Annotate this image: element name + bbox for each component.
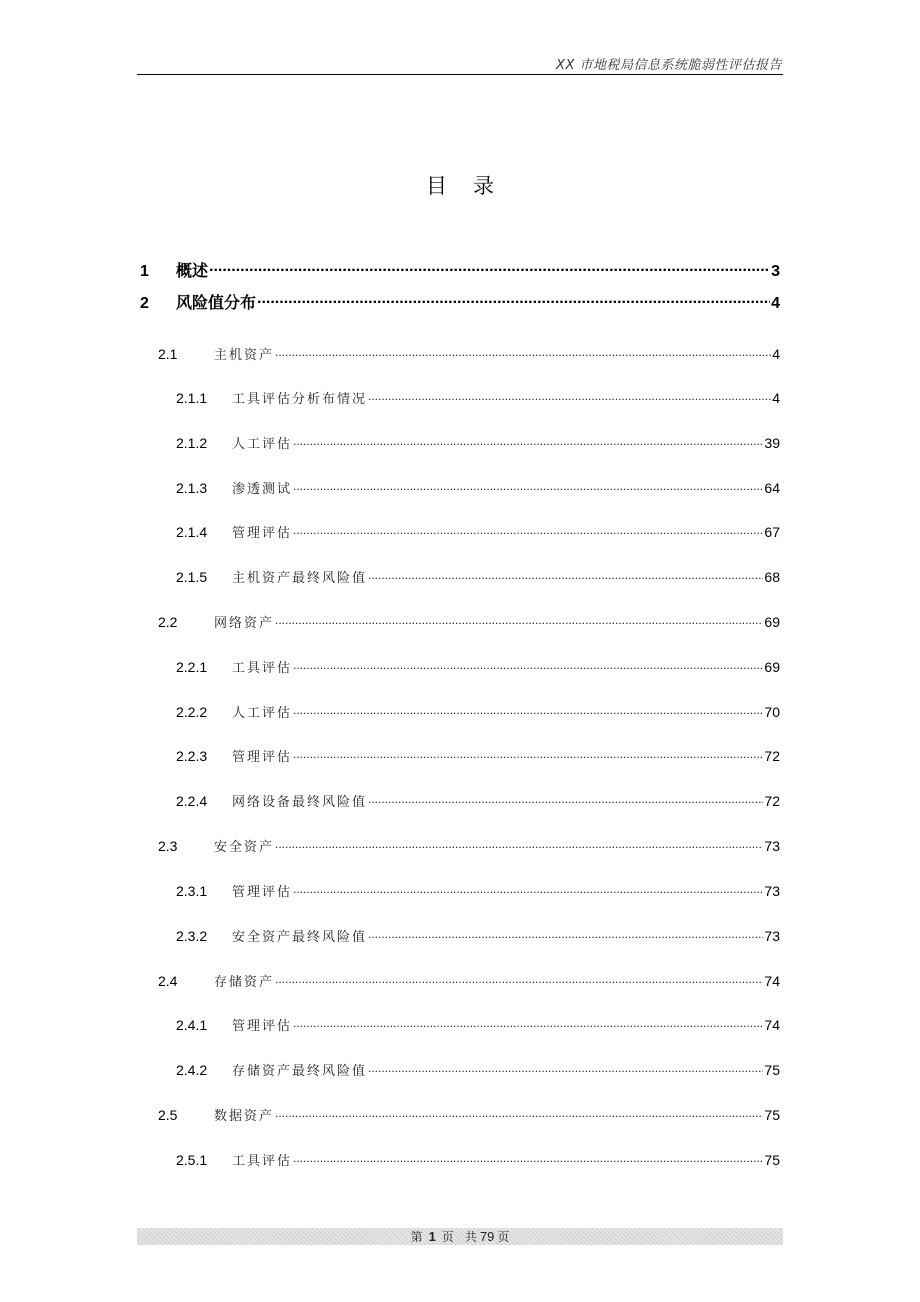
page-footer (137, 1228, 783, 1245)
toc-entry-page-number: 39 (764, 435, 780, 451)
toc-dot-leader (275, 1106, 763, 1120)
toc-entry-label: 渗透测试 (232, 482, 293, 497)
toc-entry-page-number: 74 (764, 1017, 780, 1033)
toc-entry[interactable] (176, 746, 780, 765)
toc-entry-label: 工具评估 (232, 661, 293, 676)
toc-entry-page-number: 75 (764, 1062, 780, 1078)
toc-dot-leader (293, 1016, 763, 1030)
toc-entry[interactable] (176, 522, 780, 541)
toc-entry-page-number: 64 (764, 480, 780, 496)
toc-entry[interactable] (158, 971, 780, 990)
toc-entry[interactable] (176, 1015, 780, 1034)
toc-entry-page-number: 69 (764, 659, 780, 675)
footer-current-page: 1 (428, 1229, 436, 1244)
toc-entry-label: 安全资产 (214, 840, 275, 855)
toc-entry[interactable] (140, 290, 780, 313)
toc-entry-label: 人工评估 (232, 706, 293, 721)
toc-entry-label: 数据资产 (214, 1109, 275, 1124)
toc-entry-page-number: 4 (771, 295, 780, 312)
toc-dot-leader (368, 389, 771, 403)
toc-entry-number: 1 (140, 263, 149, 280)
toc-dot-leader (275, 972, 763, 986)
toc-dot-leader (293, 747, 763, 761)
toc-entry[interactable] (176, 1060, 780, 1079)
toc-dot-leader (368, 792, 763, 806)
toc-entry-page-number: 73 (764, 928, 780, 944)
toc-entry[interactable] (176, 881, 780, 900)
toc-entry[interactable] (158, 612, 780, 631)
toc-dot-leader (257, 292, 770, 308)
toc-entry-label: 管理评估 (232, 526, 293, 541)
toc-dot-leader (209, 260, 770, 276)
toc-entry-label: 存储资产最终风险值 (232, 1064, 368, 1079)
toc-entry-number: 2.3 (158, 838, 178, 854)
toc-entry[interactable] (176, 388, 780, 407)
toc-entry-number: 2.5 (158, 1107, 178, 1123)
toc-dot-leader (368, 568, 763, 582)
toc-entry-label: 网络设备最终风险值 (232, 795, 368, 810)
toc-entry-page-number: 68 (764, 569, 780, 585)
toc-entry[interactable] (176, 567, 780, 586)
header-divider (137, 74, 783, 75)
toc-entry-number: 2.3.2 (176, 928, 208, 944)
toc-entry-label: 管理评估 (232, 1019, 293, 1034)
toc-entry-number: 2.5.1 (176, 1152, 208, 1168)
toc-entry-page-number: 72 (764, 793, 780, 809)
toc-entry-page-number: 4 (772, 346, 780, 362)
toc-entry-number: 2.2 (158, 614, 178, 630)
toc-entry-number: 2.2.4 (176, 793, 208, 809)
toc-entry-number: 2.4 (158, 973, 178, 989)
footer-total-prefix: 共 (464, 1230, 477, 1244)
footer-page-unit: 页 (441, 1230, 454, 1244)
toc-entry-page-number: 75 (764, 1107, 780, 1123)
toc-entry[interactable] (176, 433, 780, 452)
toc-entry-label: 工具评估 (232, 1154, 293, 1169)
toc-dot-leader (275, 837, 763, 851)
toc-entry-number: 2.4.2 (176, 1062, 208, 1078)
footer-suffix: 页 (497, 1230, 510, 1244)
toc-entry-page-number: 3 (771, 263, 780, 280)
toc-entry-number: 2.1.1 (176, 390, 208, 406)
page-title: 目录 (426, 174, 520, 198)
toc-dot-leader (368, 927, 763, 941)
footer-prefix: 第 (410, 1230, 423, 1244)
toc-entry-page-number: 72 (764, 748, 780, 764)
toc-entry-label: 网络资产 (214, 616, 275, 631)
toc-entry-number: 2.2.1 (176, 659, 208, 675)
toc-entry-number: 2.3.1 (176, 883, 208, 899)
toc-entry-label: 工具评估分析布情况 (232, 392, 368, 407)
toc-entry-page-number: 70 (764, 704, 780, 720)
toc-entry-label: 安全资产最终风险值 (232, 930, 368, 945)
toc-entry-label: 主机资产 (214, 348, 275, 363)
toc-entry-number: 2.4.1 (176, 1017, 208, 1033)
toc-entry-label: 管理评估 (232, 750, 293, 765)
toc-entry-label: 风险值分布 (176, 293, 257, 312)
toc-entry-label: 人工评估 (232, 437, 293, 452)
toc-entry-number: 2.1.2 (176, 435, 208, 451)
toc-entry-page-number: 74 (764, 973, 780, 989)
toc-entry[interactable] (176, 657, 780, 676)
document-header-title: XX 市地税局信息系统脆弱性评估报告 (556, 58, 782, 73)
toc-entry-page-number: 4 (772, 390, 780, 406)
toc-entry-page-number: 67 (764, 524, 780, 540)
toc-entry[interactable] (158, 836, 780, 855)
toc-entry-page-number: 69 (764, 614, 780, 630)
toc-entry-number: 2.2.3 (176, 748, 208, 764)
toc-dot-leader (293, 479, 763, 493)
toc-dot-leader (293, 703, 763, 717)
toc-entry-number: 2.2.2 (176, 704, 208, 720)
toc-dot-leader (275, 345, 771, 359)
toc-entry[interactable] (140, 258, 780, 281)
toc-dot-leader (368, 1061, 763, 1075)
toc-entry-number: 2.1.5 (176, 569, 208, 585)
toc-entry[interactable] (176, 926, 780, 945)
toc-entry-label: 存储资产 (214, 975, 275, 990)
toc-dot-leader (275, 613, 763, 627)
toc-entry[interactable] (158, 1105, 780, 1124)
toc-dot-leader (293, 658, 763, 672)
toc-entry[interactable] (176, 702, 780, 721)
footer-total-pages: 79 (479, 1229, 495, 1244)
toc-entry[interactable] (176, 478, 780, 497)
toc-entry-label: 管理评估 (232, 885, 293, 900)
toc-entry[interactable] (176, 791, 780, 810)
toc-dot-leader (293, 523, 763, 537)
toc-entry-label: 概述 (176, 261, 209, 280)
toc-entry[interactable] (176, 1150, 780, 1169)
toc-entry-page-number: 73 (764, 883, 780, 899)
toc-dot-leader (293, 882, 763, 896)
toc-entry-page-number: 75 (764, 1152, 780, 1168)
toc-dot-leader (293, 434, 763, 448)
toc-entry-label: 主机资产最终风险值 (232, 571, 368, 586)
toc-entry-number: 2.1.4 (176, 524, 208, 540)
toc-entry[interactable] (158, 344, 780, 363)
toc-entry-number: 2 (140, 295, 149, 312)
toc-dot-leader (293, 1151, 763, 1165)
toc-entry-number: 2.1 (158, 346, 178, 362)
toc-entry-number: 2.1.3 (176, 480, 208, 496)
toc-entry-page-number: 73 (764, 838, 780, 854)
